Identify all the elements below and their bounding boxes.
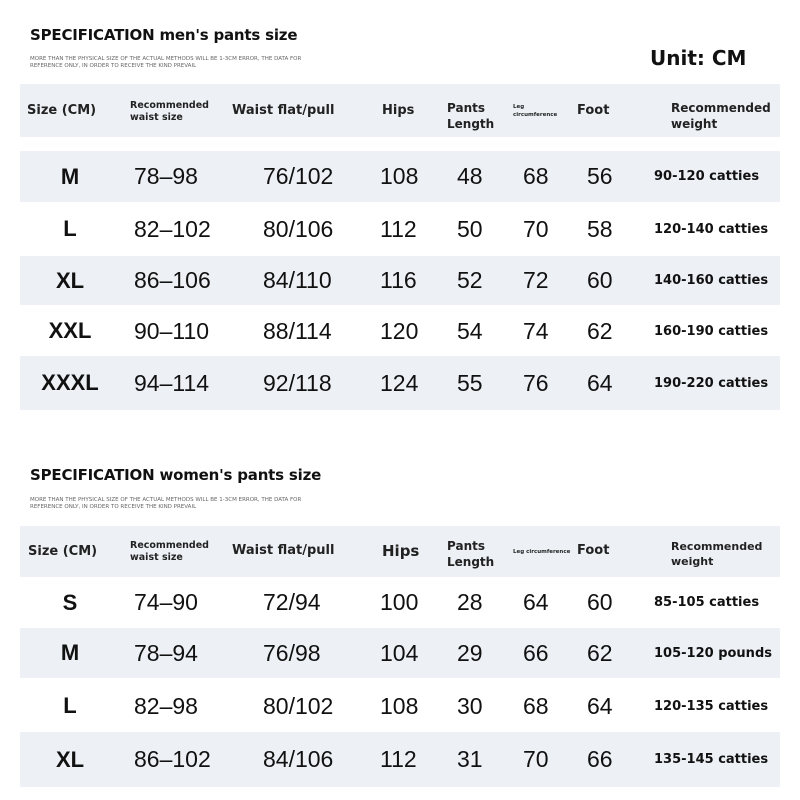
cell-rec-weight: 90-120 catties <box>654 169 760 184</box>
cell-pants-length: 50 <box>457 215 483 242</box>
cell-foot: 66 <box>587 746 613 772</box>
header-size: Size (CM) <box>28 544 98 559</box>
cell-foot: 58 <box>587 215 613 242</box>
table-row <box>20 732 780 787</box>
cell-size: M <box>60 640 80 665</box>
cell-rec-weight: 135-145 catties <box>654 752 769 767</box>
cell-rec-weight: 140-160 catties <box>654 273 769 288</box>
cell-foot: 62 <box>587 639 613 666</box>
women-disclaimer-note: MORE THAN THE PHYSICAL SIZE OF THE ACTUAL METHODS WILL BE 1-3CM ERROR, THE DATA FOR REFERENCE ONLY, IN ORDER TO RECEIVE THE KIND PREVAIL <box>30 497 302 510</box>
cell-rec-waist: 94–114 <box>134 369 210 396</box>
cell-foot: 64 <box>587 692 613 719</box>
unit-label: Unit: CM <box>650 46 747 70</box>
cell-rec-weight: 105-120 pounds <box>654 645 772 661</box>
cell-foot: 64 <box>587 369 613 396</box>
cell-foot: 62 <box>587 317 613 344</box>
cell-leg: 74 <box>523 317 549 344</box>
cell-leg: 68 <box>523 163 549 189</box>
header-foot: Foot <box>577 103 610 118</box>
cell-pants-length: 52 <box>457 267 483 293</box>
women-table-title: SPECIFICATION women's pants size <box>30 466 322 484</box>
cell-rec-weight: 160-190 catties <box>654 323 769 339</box>
cell-size: M <box>60 163 80 189</box>
header-pants-length: Pants Length <box>447 539 495 569</box>
cell-rec-weight: 120-135 catties <box>654 698 769 714</box>
cell-rec-weight: 85-105 catties <box>654 595 760 610</box>
cell-rec-weight: 120-140 catties <box>654 221 769 237</box>
cell-leg: 70 <box>523 215 549 242</box>
cell-leg: 76 <box>523 369 549 396</box>
cell-waist-flat: 92/118 <box>263 369 332 396</box>
cell-size: XXXL <box>41 370 99 395</box>
cell-foot: 56 <box>587 163 613 189</box>
cell-pants-length: 28 <box>457 589 483 615</box>
table-row <box>20 680 780 732</box>
cell-leg: 72 <box>523 267 549 293</box>
table-row <box>20 306 780 356</box>
men-table-title: SPECIFICATION men's pants size <box>30 26 298 44</box>
cell-pants-length: 48 <box>457 163 483 189</box>
cell-waist-flat: 80/102 <box>263 692 334 719</box>
cell-pants-length: 31 <box>457 746 483 772</box>
cell-size: L <box>63 216 77 241</box>
header-recommended-waist: Recommended waist size <box>130 540 209 563</box>
cell-hips: 116 <box>380 267 417 293</box>
table-row <box>20 151 780 202</box>
cell-size: S <box>62 589 78 615</box>
cell-waist-flat: 80/106 <box>263 215 334 242</box>
cell-waist-flat: 88/114 <box>263 317 332 344</box>
table-row <box>20 356 780 410</box>
cell-leg: 64 <box>523 589 549 615</box>
header-waist-flat: Waist flat/pull <box>232 543 335 558</box>
table-row <box>20 203 780 255</box>
cell-leg: 66 <box>523 639 549 666</box>
cell-foot: 60 <box>587 589 613 615</box>
cell-hips: 112 <box>380 215 417 242</box>
header-leg-circumference: Leg circumference <box>513 549 571 555</box>
cell-rec-waist: 78–94 <box>134 639 198 666</box>
cell-waist-flat: 72/94 <box>263 589 321 615</box>
header-foot: Foot <box>577 543 610 558</box>
header-recommended-weight: Recommended weight <box>671 540 763 568</box>
cell-rec-weight: 190-220 catties <box>654 375 769 391</box>
cell-foot: 60 <box>587 267 613 293</box>
cell-rec-waist: 86–102 <box>134 746 211 772</box>
table-row <box>20 577 780 628</box>
cell-rec-waist: 82–98 <box>134 692 198 719</box>
women-table-header <box>20 526 780 577</box>
cell-rec-waist: 78–98 <box>134 163 198 189</box>
cell-waist-flat: 84/110 <box>263 267 332 293</box>
header-waist-flat: Waist flat/pull <box>232 103 335 118</box>
cell-pants-length: 30 <box>457 692 483 719</box>
cell-pants-length: 54 <box>457 317 483 344</box>
cell-size: XL <box>55 746 85 772</box>
cell-leg: 70 <box>523 746 549 772</box>
table-row <box>20 628 780 678</box>
cell-waist-flat: 84/106 <box>263 746 334 772</box>
cell-rec-waist: 74–90 <box>134 589 198 615</box>
cell-size: XXL <box>48 318 92 343</box>
header-size: Size (CM) <box>27 103 97 118</box>
cell-pants-length: 29 <box>457 639 483 666</box>
header-recommended-waist: Recommended waist size <box>130 100 209 123</box>
header-hips: Hips <box>382 542 420 560</box>
cell-hips: 112 <box>380 746 417 772</box>
table-row <box>20 256 780 305</box>
header-pants-length: Pants Length <box>447 101 495 131</box>
cell-rec-waist: 86–106 <box>134 267 211 293</box>
cell-hips: 104 <box>380 639 419 666</box>
cell-hips: 124 <box>380 369 419 396</box>
header-leg-circumference: Leg circumference <box>513 104 558 118</box>
men-disclaimer-note: MORE THAN THE PHYSICAL SIZE OF THE ACTUAL METHODS WILL BE 1-3CM ERROR, THE DATA FOR REFERENCE ONLY, IN ORDER TO RECEIVE THE KIND PREVAIL <box>30 56 302 69</box>
cell-hips: 120 <box>380 317 419 344</box>
cell-hips: 108 <box>380 163 419 189</box>
cell-hips: 108 <box>380 692 419 719</box>
cell-pants-length: 55 <box>457 369 483 396</box>
cell-rec-waist: 82–102 <box>134 215 211 242</box>
header-hips: Hips <box>382 103 415 118</box>
cell-waist-flat: 76/98 <box>263 639 321 666</box>
cell-leg: 68 <box>523 692 549 719</box>
men-table-header <box>20 84 780 137</box>
header-recommended-weight: Recommended weight <box>671 101 771 131</box>
cell-hips: 100 <box>380 589 419 615</box>
cell-rec-waist: 90–110 <box>134 317 210 344</box>
cell-size: L <box>63 693 77 718</box>
cell-waist-flat: 76/102 <box>263 163 334 189</box>
cell-size: XL <box>55 267 85 293</box>
